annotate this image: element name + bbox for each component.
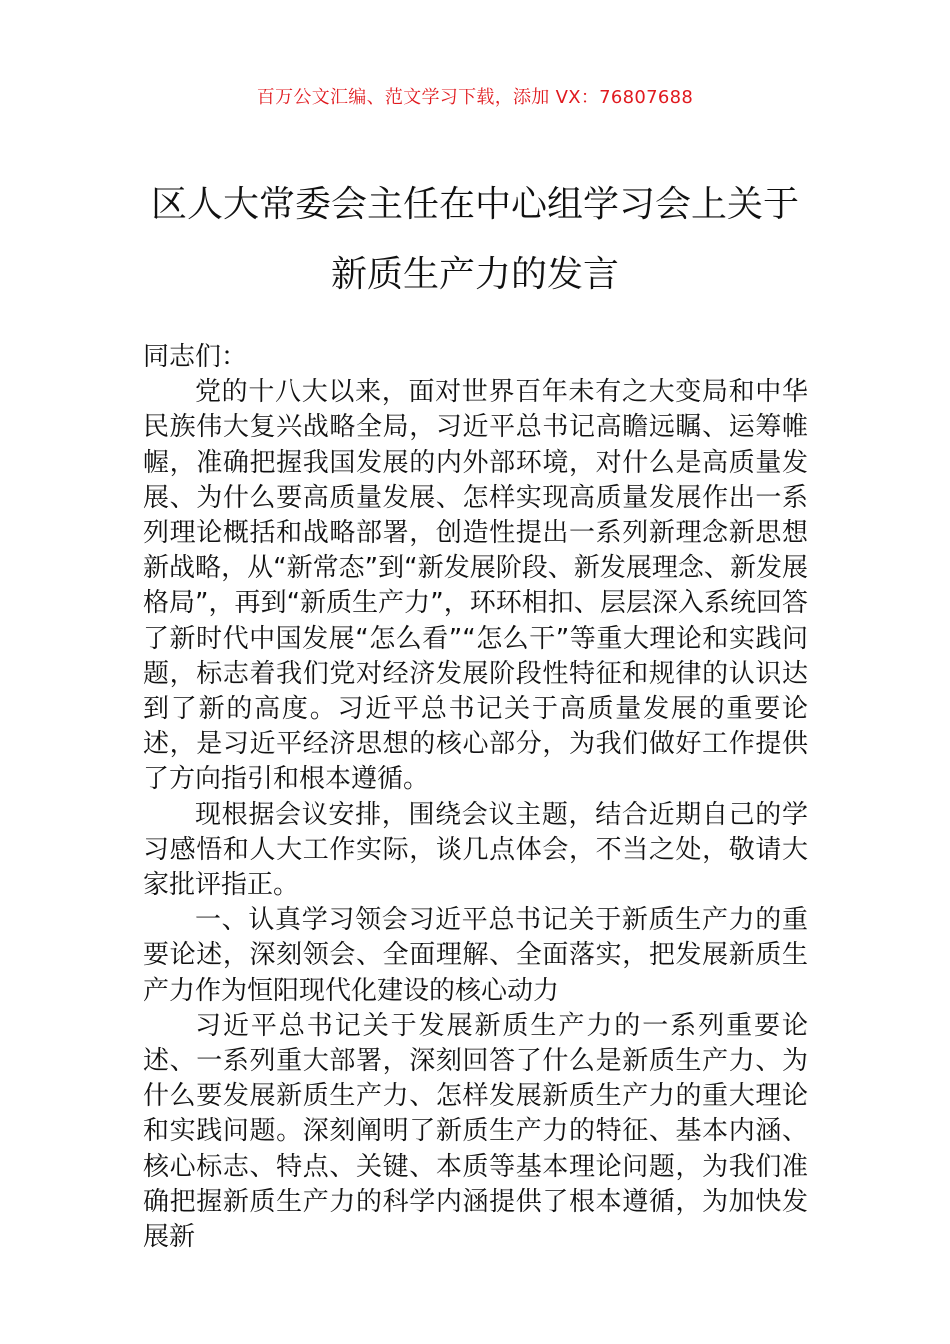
document-body (143, 340, 808, 1255)
paragraph: 党的十八大以来，面对世界百年未有之大变局和中华民族伟大复兴战略全局，习近平总书记高瞻远瞩、运筹帷幄，准确把握我国发展的内外部环境，对什么是高质量发展、为什么要高质量发展、怎样实现高质量发展作出一系列理论概括和战略部署，创造性提出一系列新理念新思想新战略，从“新常态”到“新发展阶段、新发展理念、新发展格局”，再到“新质生产力”，环环相扣、层层深入系统回答了新时代中国发展“怎么看”“怎么干”等重大理论和实践问题，标志着我们党对经济发展阶段性特征和规律的认识达到了新的高度。习近平总书记关于高质量发展的重要论述，是习近平经济思想的核心部分，为我们做好工作提供了方向指引和根本遵循。 (143, 377, 808, 795)
document-title-line-1: 区人大常委会主任在中心组学习会上关于 (150, 184, 799, 225)
paragraph: 现根据会议安排，围绕会议主题，结合近期自己的学习感悟和人大工作实际，谈几点体会，不当之处，敬请大家批评指正。 (143, 799, 808, 901)
paragraph: 习近平总书记关于发展新质生产力的一系列重要论述、一系列重大部署，深刻回答了什么是新质生产力、为什么要发展新质生产力、怎样发展新质生产力的重大理论和实践问题。深刻阐明了新质生产力的特征、基本内涵、核心标志、特点、关键、本质等基本理论问题，为我们准确把握新质生产力的科学内涵提供了根本遵循，为加快发展新 (143, 1010, 808, 1253)
document-title-line-2: 新质生产力的发言 (330, 254, 619, 295)
section-heading: 一、认真学习领会习近平总书记关于新质生产力的重要论述，深刻领会、全面理解、全面落实，把发展新质生产力作为恒阳现代化建设的核心动力 (143, 905, 808, 1006)
salutation: 同志们： (143, 342, 248, 372)
watermark-banner: 百万公文汇编、范文学习下载，添加 VX：76807688 (256, 87, 694, 108)
